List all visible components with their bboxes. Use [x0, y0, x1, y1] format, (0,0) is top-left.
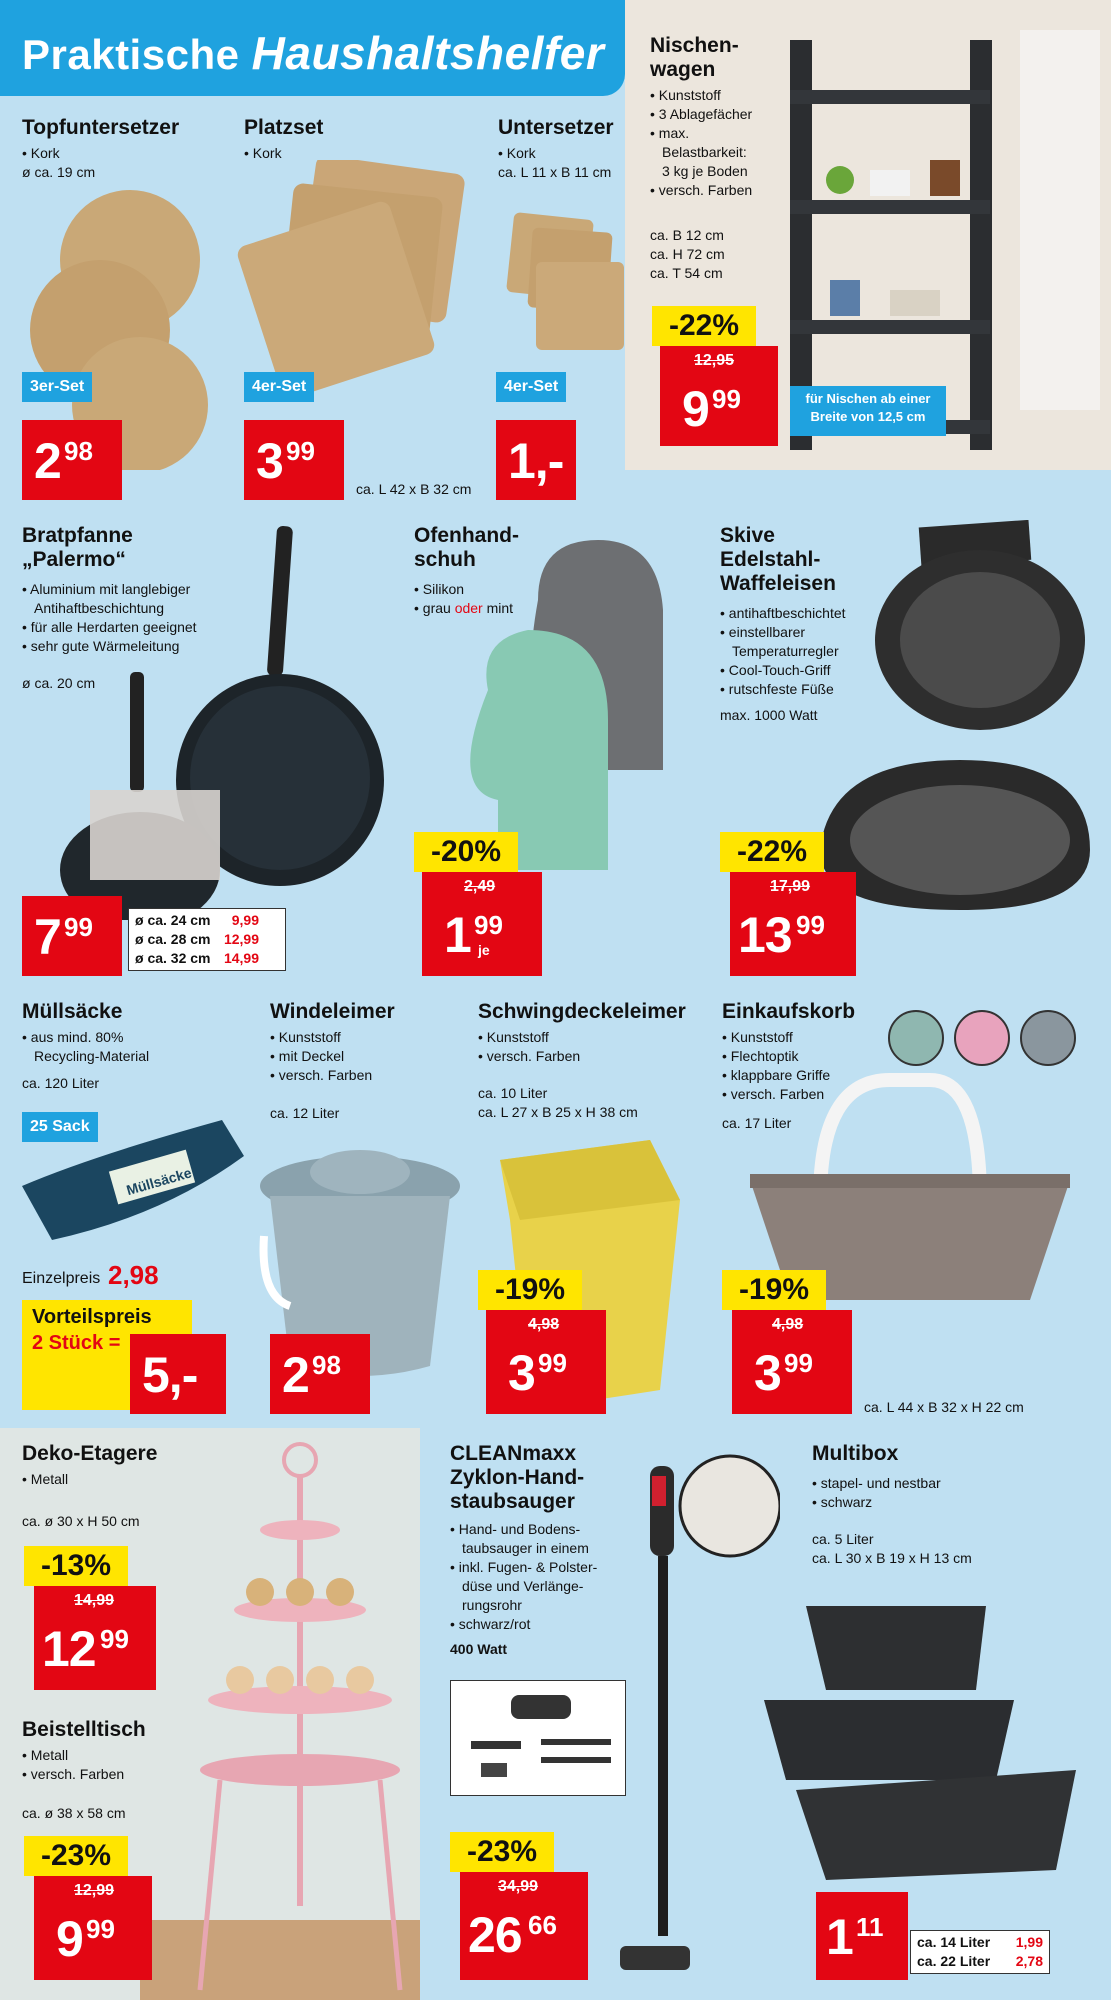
nischen-price: 12,95 9 99	[660, 346, 778, 446]
korb-title: Einkaufskorb	[722, 1000, 856, 1023]
korb-color-swatch	[1020, 1010, 1076, 1066]
platz-price: 3 99	[244, 420, 344, 500]
korb-dims: ca. L 44 x B 32 x H 22 cm	[864, 1399, 1024, 1415]
nischen-note: für Nischen ab einer Breite von 12,5 cm	[790, 386, 946, 436]
topf-set-badge: 3er-Set	[22, 372, 92, 402]
muell-title: Müllsäcke	[22, 1000, 123, 1023]
muell-volume: ca. 120 Liter	[22, 1075, 100, 1091]
korb-color-swatches	[888, 1010, 1088, 1066]
multi-size-table: ca. 14 Liter 1,99 ca. 22 Liter 2,78	[910, 1930, 1050, 1974]
nischen-dims: ca. B 12 cm ca. H 72 cm ca. T 54 cm	[650, 227, 725, 281]
etagere-discount: -13%	[24, 1546, 128, 1586]
nischen-features: • Kunststoff • 3 Ablagefächer • max. Belastbarkeit: 3 kg je Boden • versch. Farben	[650, 87, 753, 198]
clean-accessories-image	[450, 1680, 626, 1796]
nischen-title: Nischen- wagen	[650, 34, 739, 81]
schwing-volume: ca. 10 Liter ca. L 27 x B 25 x H 38 cm	[478, 1085, 638, 1120]
platz-title: Platzset	[244, 116, 324, 139]
waffel-title: Skive Edelstahl- Waffeleisen	[720, 524, 836, 595]
etagere-price: 14,99 12 99	[34, 1586, 156, 1690]
windel-title: Windeleimer	[270, 1000, 395, 1023]
schwing-title: Schwingdeckeleimer	[478, 1000, 686, 1023]
beistell-features: • Metall • versch. Farben	[22, 1747, 125, 1782]
waffel-price: 17,99 13 99	[730, 872, 856, 976]
etagere-features: • Metall	[22, 1471, 69, 1487]
beistell-price: 12,99 9 99	[34, 1876, 152, 1980]
schwing-discount: -19%	[478, 1270, 582, 1310]
ofen-title: Ofenhand- schuh	[414, 524, 519, 571]
beistell-title: Beistelltisch	[22, 1718, 146, 1741]
schwing-features: • Kunststoff • versch. Farben	[478, 1029, 581, 1064]
muell-einzel-label: Einzelpreis	[22, 1270, 101, 1287]
muell-features: • aus mind. 80% Recycling-Material	[22, 1029, 150, 1064]
waffel-features: • antihaftbeschichtet • einstellbarer Temperaturregler • Cool-Touch-Griff • rutschfeste Füße	[720, 605, 846, 697]
muell-set-badge: 25 Sack	[22, 1112, 98, 1142]
ofen-price: 2,49 1 99 je	[422, 872, 542, 976]
pfanne-image	[60, 520, 400, 920]
multibox-image	[756, 1590, 1086, 1880]
waffel-watt: max. 1000 Watt	[720, 707, 818, 723]
platz-size: ca. L 42 x B 32 cm	[356, 481, 472, 497]
topf-title: Topfuntersetzer	[22, 116, 180, 139]
beistell-discount: -23%	[24, 1836, 128, 1876]
schwing-price: 4,98 3 99	[486, 1310, 606, 1414]
ofen-features: • Silikon • grau oder mint	[414, 581, 514, 616]
unter-title: Untersetzer	[498, 116, 614, 139]
etagere-image	[140, 1440, 420, 2000]
clean-price: 34,99 26 66	[460, 1872, 588, 1980]
pfanne-price: 7 99	[22, 896, 122, 976]
muell-bag-label: Müllsäcke	[124, 1164, 194, 1199]
unter-features: • Kork ca. L 11 x B 11 cm	[498, 145, 612, 180]
muell-price: 5,-	[130, 1334, 226, 1414]
clean-watt: 400 Watt	[450, 1641, 508, 1657]
windel-features: • Kunststoff • mit Deckel • versch. Farben	[270, 1029, 373, 1083]
clean-discount: -23%	[450, 1832, 554, 1872]
multi-price: 1 11	[816, 1892, 908, 1980]
waffel-image	[790, 520, 1111, 920]
waffel-discount: -22%	[720, 832, 824, 872]
vacuum-image	[610, 1446, 780, 1986]
multi-features: • stapel- und nestbar • schwarz	[812, 1475, 941, 1510]
pfanne-size-table: ø ca. 24 cm 9,99 ø ca. 28 cm 12,99 ø ca. 32 cm 14,99	[128, 908, 286, 971]
header-banner	[0, 0, 625, 96]
multi-volume: ca. 5 Liter ca. L 30 x B 19 x H 13 cm	[812, 1531, 972, 1566]
muell-vorteil-box: Vorteilspreis 2 Stück =	[22, 1300, 192, 1410]
korb-discount: -19%	[722, 1270, 826, 1310]
korb-features: • Kunststoff • Flechtoptik • klappbare Griffe • versch. Farben	[722, 1029, 831, 1102]
muell-einzel-price: 2,98	[108, 1260, 159, 1290]
unter-image	[500, 210, 635, 360]
korb-color-swatch	[954, 1010, 1010, 1066]
beistell-dims: ca. ø 38 x 58 cm	[22, 1805, 126, 1821]
multi-title: Multibox	[812, 1442, 899, 1465]
clean-features: • Hand- und Bodens- taubsauger in einem • inkl. Fugen- & Polster- düse und Verlänge- rungsrohr • schwarz/rot	[450, 1521, 598, 1632]
windel-volume: ca. 12 Liter	[270, 1105, 340, 1121]
topf-features: • Kork ø ca. 19 cm	[22, 145, 96, 180]
windel-price: 2 98	[270, 1334, 370, 1414]
pfanne-title: Bratpfanne „Palermo“	[22, 524, 133, 571]
korb-volume: ca. 17 Liter	[722, 1115, 792, 1131]
topf-price: 2 98	[22, 420, 122, 500]
platz-features: • Kork	[244, 145, 282, 161]
etagere-title: Deko-Etagere	[22, 1442, 158, 1465]
nischen-discount: -22%	[652, 306, 756, 346]
page-title: Praktische Haushaltshelfer	[22, 27, 605, 79]
pfanne-features: • Aluminium mit langlebiger Antihaftbeschichtung • für alle Herdarten geeignet • sehr gute Wärmeleitung	[22, 581, 197, 654]
etagere-dims: ca. ø 30 x H 50 cm	[22, 1513, 140, 1529]
ofen-discount: -20%	[414, 832, 518, 872]
korb-price: 4,98 3 99	[732, 1310, 852, 1414]
unter-price: 1,-	[496, 420, 576, 500]
platz-set-badge: 4er-Set	[244, 372, 314, 402]
muell-image	[12, 1116, 252, 1246]
korb-color-swatch	[888, 1010, 944, 1066]
unter-set-badge: 4er-Set	[496, 372, 566, 402]
clean-title: CLEANmaxx Zyklon-Hand- staubsauger	[450, 1442, 585, 1513]
pfanne-size: ø ca. 20 cm	[22, 675, 96, 691]
ofen-image	[448, 540, 708, 880]
